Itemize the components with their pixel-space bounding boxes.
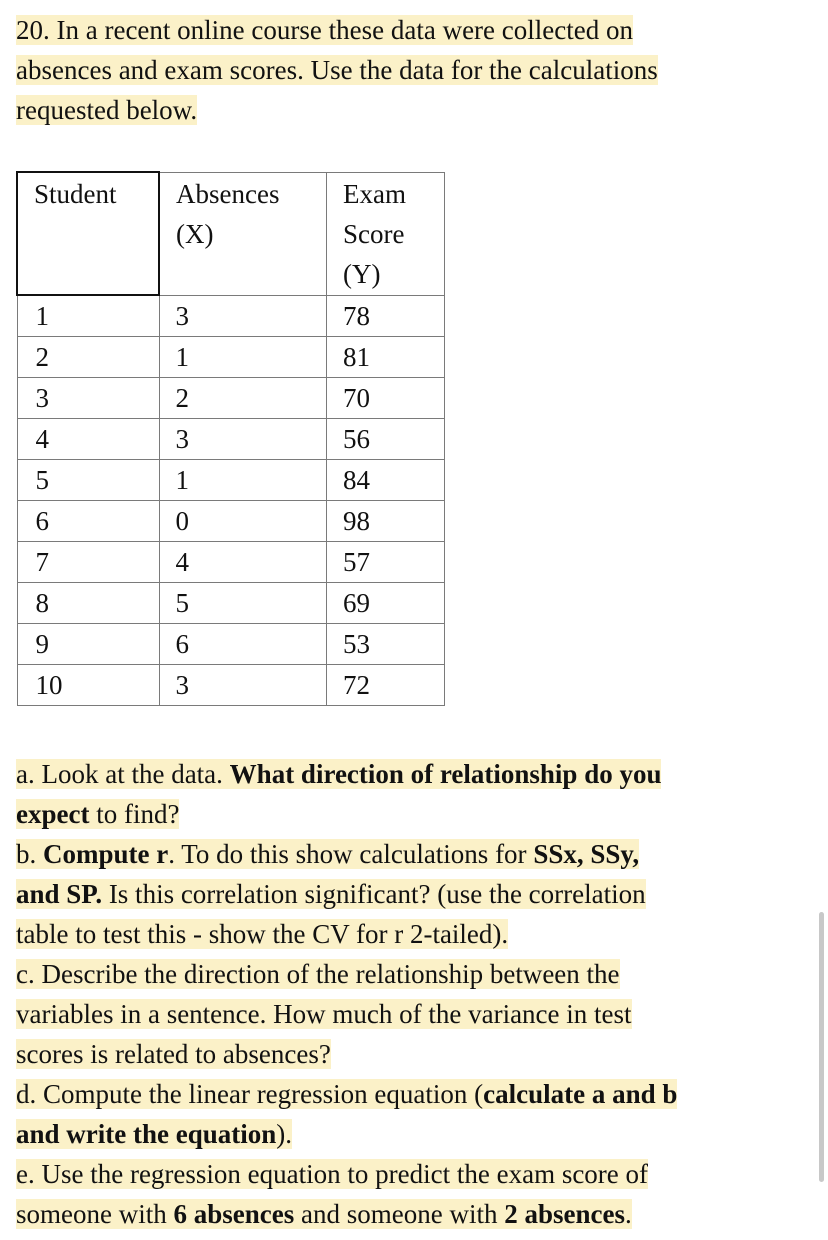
cell-absences: 3 <box>159 419 327 460</box>
data-table-container <box>16 171 445 706</box>
cell-exam-score: 98 <box>327 501 445 542</box>
cell-absences: 2 <box>159 378 327 419</box>
table-row <box>17 419 445 460</box>
question-c: c. Describe the direction of the relationship between the variables in a sentence. How much of the variance in test scores is related to absences? <box>16 959 632 1069</box>
cell-absences: 1 <box>159 337 327 378</box>
table-row <box>17 460 445 501</box>
header-absences <box>159 172 327 295</box>
cell-student: 10 <box>17 665 159 706</box>
questions <box>16 754 806 1234</box>
data-table <box>16 171 445 706</box>
table-row <box>17 337 445 378</box>
cell-absences: 1 <box>159 460 327 501</box>
cell-exam-score: 69 <box>327 583 445 624</box>
header-exam-label-1: Exam <box>343 178 406 209</box>
header-student-label: Student <box>34 179 117 209</box>
cell-exam-score: 78 <box>327 295 445 337</box>
cell-student: 3 <box>17 378 159 419</box>
header-student <box>17 172 159 295</box>
table-row <box>17 501 445 542</box>
table-row <box>17 624 445 665</box>
header-exam-label-2: Score <box>343 218 405 249</box>
intro-line-3: requested below. <box>16 95 198 125</box>
table-row <box>17 665 445 706</box>
cell-student: 4 <box>17 419 159 460</box>
problem-intro <box>16 10 806 130</box>
table-row <box>17 542 445 583</box>
question-e: e. Use the regression equation to predict the exam score of someone with 6 absences and someone with 2 absences. <box>16 1159 649 1229</box>
cell-student: 9 <box>17 624 159 665</box>
cell-absences: 5 <box>159 583 327 624</box>
cell-absences: 4 <box>159 542 327 583</box>
question-d: d. Compute the linear regression equation (calculate a and b and write the equation). <box>16 1079 678 1149</box>
header-absences-symbol: (X) <box>176 218 214 249</box>
header-exam-score <box>327 172 445 295</box>
table-row <box>17 295 445 337</box>
scrollbar[interactable] <box>819 912 824 1182</box>
header-exam-symbol: (Y) <box>343 258 381 289</box>
cell-exam-score: 70 <box>327 378 445 419</box>
cell-exam-score: 53 <box>327 624 445 665</box>
cell-student: 6 <box>17 501 159 542</box>
cell-absences: 3 <box>159 665 327 706</box>
table-row <box>17 583 445 624</box>
table-row <box>17 378 445 419</box>
cell-student: 8 <box>17 583 159 624</box>
cell-exam-score: 56 <box>327 419 445 460</box>
cell-exam-score: 72 <box>327 665 445 706</box>
cell-exam-score: 84 <box>327 460 445 501</box>
question-a: a. Look at the data. What direction of relationship do you expect to find? <box>16 759 662 829</box>
cell-exam-score: 81 <box>327 337 445 378</box>
cell-student: 1 <box>17 295 159 337</box>
cell-absences: 3 <box>159 295 327 337</box>
intro-line-2: absences and exam scores. Use the data for the calculations <box>16 55 658 85</box>
header-absences-label: Absences <box>176 178 280 209</box>
cell-student: 2 <box>17 337 159 378</box>
table-header-row <box>17 172 445 295</box>
question-b: b. Compute r. To do this show calculations for SSx, SSy, and SP. Is this correlation significant? (use the correlation table to test this - show the CV for r 2-tailed). <box>16 839 646 949</box>
cell-absences: 6 <box>159 624 327 665</box>
intro-line-1: 20. In a recent online course these data were collected on <box>16 15 633 45</box>
cell-absences: 0 <box>159 501 327 542</box>
cell-exam-score: 57 <box>327 542 445 583</box>
cell-student: 5 <box>17 460 159 501</box>
cell-student: 7 <box>17 542 159 583</box>
